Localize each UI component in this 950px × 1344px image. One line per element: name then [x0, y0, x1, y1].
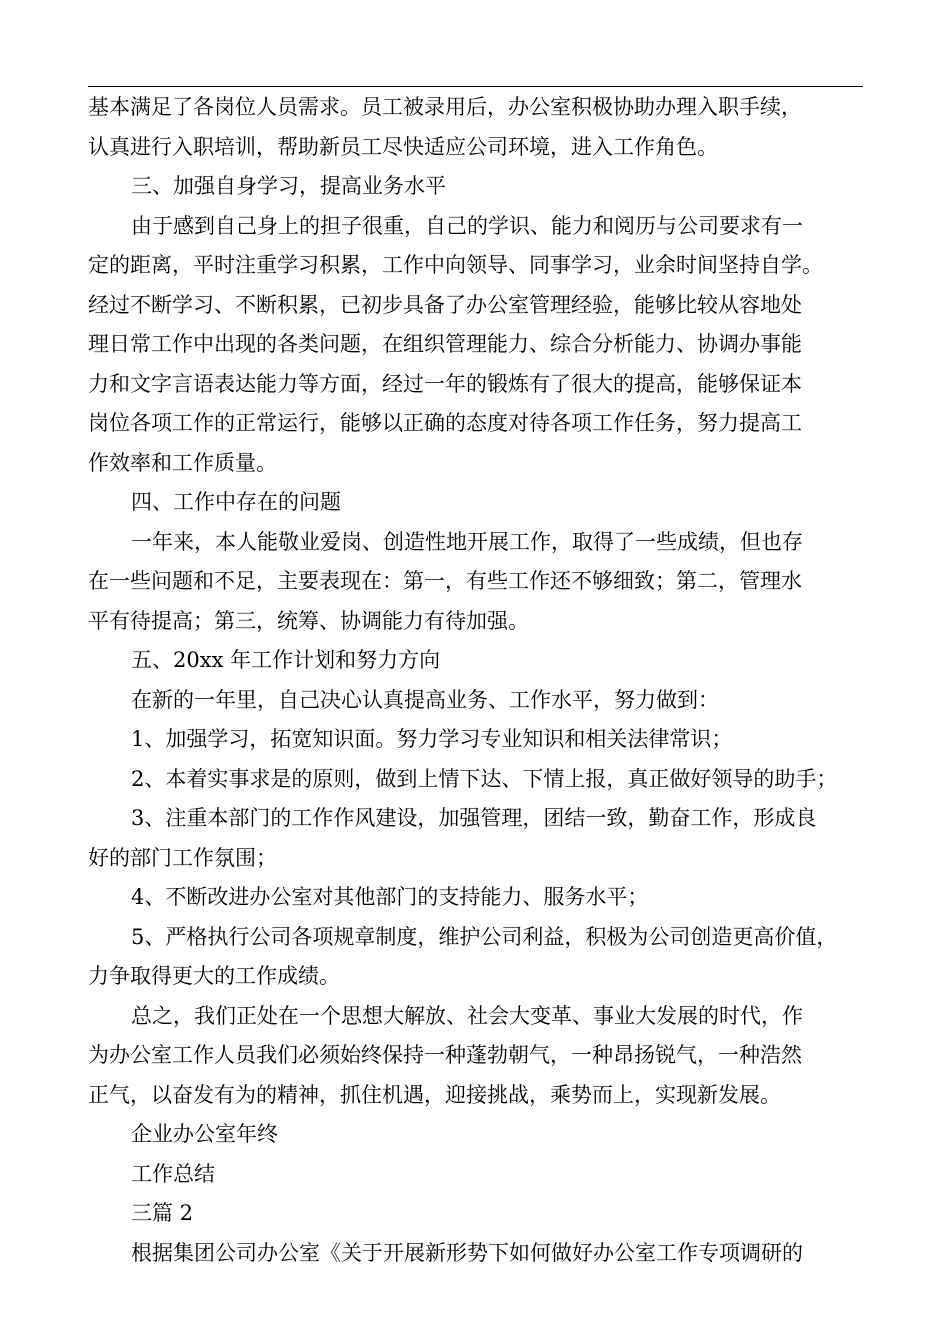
- text-line: 3、注重本部门的工作作风建设，加强管理，团结一致，勤奋工作，形成良: [131, 806, 817, 830]
- text-line: 五、20xx 年工作计划和努力方向: [131, 648, 441, 672]
- text-line: 4、不断改进办公室对其他部门的支持能力、服务水平；: [131, 885, 649, 909]
- text-line: 在新的一年里，自己决心认真提高业务、工作水平，努力做到：: [131, 687, 719, 712]
- text-line: 作效率和工作质量。: [88, 450, 277, 475]
- text-line: 力争取得更大的工作成绩。: [88, 964, 340, 988]
- text-line: 2、本着实事求是的原则，做到上情下达、下情上报，真正做好领导的助手；: [131, 766, 838, 791]
- text-line: 平有待提高；第三，统筹、协调能力有待加强。: [88, 608, 529, 633]
- text-line: 1、加强学习，拓宽知识面。努力学习专业知识和相关法律常识；: [131, 727, 733, 751]
- text-line: 正气，以奋发有为的精神，抓住机遇，迎接挑战，乘势而上，实现新发展。: [88, 1082, 781, 1107]
- text-line: 一年来，本人能敬业爱岗、创造性地开展工作，取得了一些成绩，但也存: [131, 529, 803, 554]
- text-line: 认真进行入职培训，帮助新员工尽快适应公司环境，进入工作角色。: [88, 134, 718, 159]
- text-line: 总之，我们正处在一个思想大解放、社会大变革、事业大发展的时代，作: [131, 1003, 803, 1028]
- text-line: 工作总结: [131, 1161, 215, 1186]
- text-line: 由于感到自己身上的担子很重，自己的学识、能力和阅历与公司要求有一: [131, 213, 803, 238]
- text-line: 好的部门工作氛围；: [88, 845, 277, 870]
- text-line: 理日常工作中出现的各类问题，在组织管理能力、综合分析能力、协调办事能: [88, 332, 802, 356]
- text-line: 基本满足了各岗位人员需求。员工被录用后，办公室积极协助办理入职手续，: [88, 95, 802, 119]
- text-line: 力和文字言语表达能力等方面，经过一年的锻炼有了很大的提高，能够保证本: [88, 371, 802, 396]
- document-body: [88, 86, 866, 1273]
- text-line: 经过不断学习、不断积累，已初步具备了办公室管理经验，能够比较从容地处: [88, 292, 802, 317]
- text-line: 5、严格执行公司各项规章制度，维护公司利益，积极为公司创造更高价值，: [131, 924, 838, 949]
- text-line: 三篇 2: [131, 1201, 194, 1225]
- text-line: 根据集团公司办公室《关于开展新形势下如何做好办公室工作专项调研的: [131, 1240, 803, 1265]
- text-line: 为办公室工作人员我们必须始终保持一种蓬勃朝气，一种昂扬锐气，一种浩然: [88, 1043, 802, 1067]
- text-line: 企业办公室年终: [131, 1122, 278, 1146]
- text-line: 岗位各项工作的正常运行，能够以正确的态度对待各项工作任务，努力提高工: [88, 411, 802, 435]
- text-line: 四、工作中存在的问题: [131, 490, 341, 514]
- text-line: 三、加强自身学习，提高业务水平: [131, 174, 446, 198]
- text-line: 定的距离，平时注重学习积累，工作中向领导、同事学习，业余时间坚持自学。: [88, 253, 823, 277]
- text-line: 在一些问题和不足，主要表现在：第一，有些工作还不够细致；第二，管理水: [88, 569, 802, 593]
